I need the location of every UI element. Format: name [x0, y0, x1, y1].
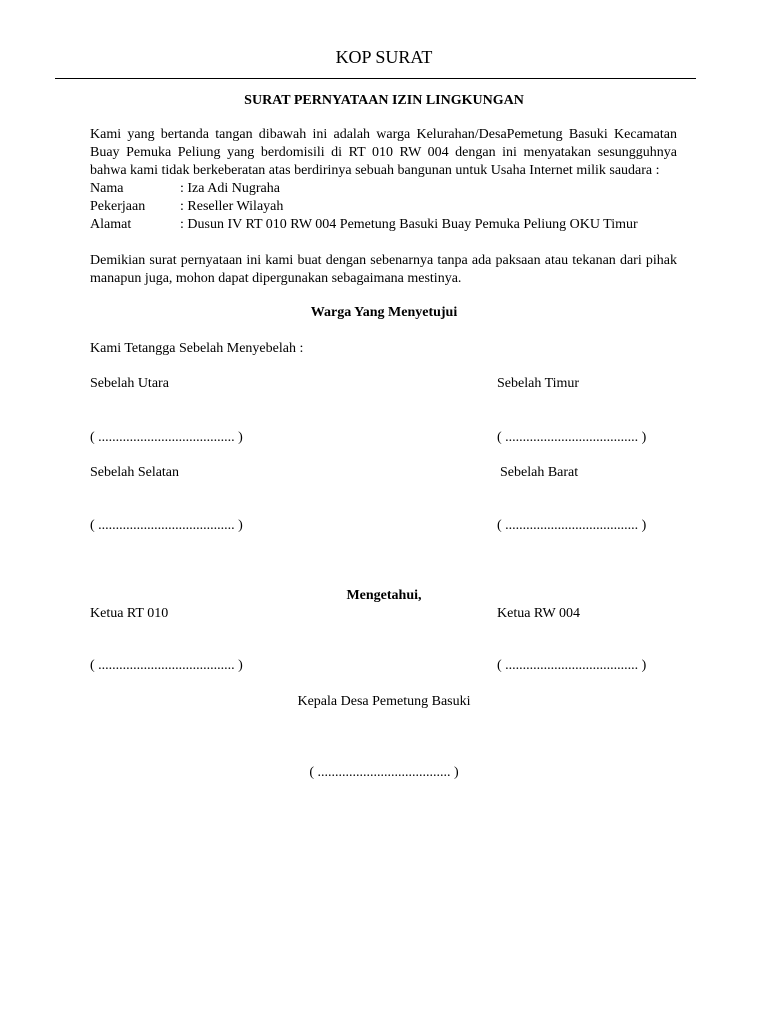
- field-label: Alamat: [90, 217, 132, 232]
- signature-label-barat: Sebelah Barat: [500, 465, 579, 480]
- letterhead-title: KOP SURAT: [335, 47, 433, 67]
- field-label: Nama: [90, 181, 124, 196]
- intro-paragraph: Kami yang bertanda tangan dibawah ini adalah warga Kelurahan/DesaPemetung Basuki Kecamatan Buay Pemuka Peliung yang berdomisili di RT 010 RW 004 dengan ini menyatakan sesungguhnya bahwa kami tidak berkeberatan atas berdirinya sebuah bangunan untuk Usaha Internet milik saudara :: [90, 127, 677, 178]
- signature-label-rw: Ketua RW 004: [497, 606, 580, 621]
- signature-line-timur: ( ...................................... ): [497, 430, 647, 445]
- letter-title: SURAT PERNYATAAN IZIN LINGKUNGAN: [244, 93, 524, 108]
- signature-label-utara: Sebelah Utara: [90, 376, 169, 391]
- field-row-nama: [90, 180, 690, 198]
- field-value: : Reseller Wilayah: [180, 199, 284, 214]
- closing-paragraph: Demikian surat pernyataan ini kami buat dengan sebenarnya tanpa ada paksaan atau tekanan dari pihak manapun juga, mohon dapat dipergunakan sebagaimana mestinya.: [90, 253, 677, 286]
- signature-label-kades: Kepala Desa Pemetung Basuki: [297, 694, 471, 709]
- signature-line-selatan: ( ....................................... ): [90, 518, 243, 533]
- signature-line-rw: ( ...................................... ): [497, 658, 647, 673]
- signature-line-barat: ( ...................................... ): [497, 518, 647, 533]
- letterhead-divider: [55, 78, 696, 79]
- field-row-pekerjaan: [90, 198, 690, 216]
- consent-heading: Warga Yang Menyetujui: [310, 305, 458, 320]
- signature-line-kades: ( ...................................... ): [309, 765, 459, 780]
- field-value: : Iza Adi Nugraha: [180, 181, 280, 196]
- field-value: : Dusun IV RT 010 RW 004 Pemetung Basuki Buay Pemuka Peliung OKU Timur: [180, 217, 638, 232]
- signature-label-timur: Sebelah Timur: [497, 376, 580, 391]
- signature-label-selatan: Sebelah Selatan: [90, 465, 180, 480]
- field-row-alamat: [90, 216, 690, 234]
- signature-label-rt: Ketua RT 010: [90, 606, 169, 621]
- signature-line-utara: ( ....................................... ): [90, 430, 243, 445]
- signature-line-rt: ( ....................................... ): [90, 658, 243, 673]
- applicant-fields: [90, 180, 690, 234]
- field-label: Pekerjaan: [90, 199, 146, 214]
- mengetahui-heading: Mengetahui,: [346, 588, 422, 603]
- neighbors-intro: Kami Tetangga Sebelah Menyebelah :: [90, 341, 304, 356]
